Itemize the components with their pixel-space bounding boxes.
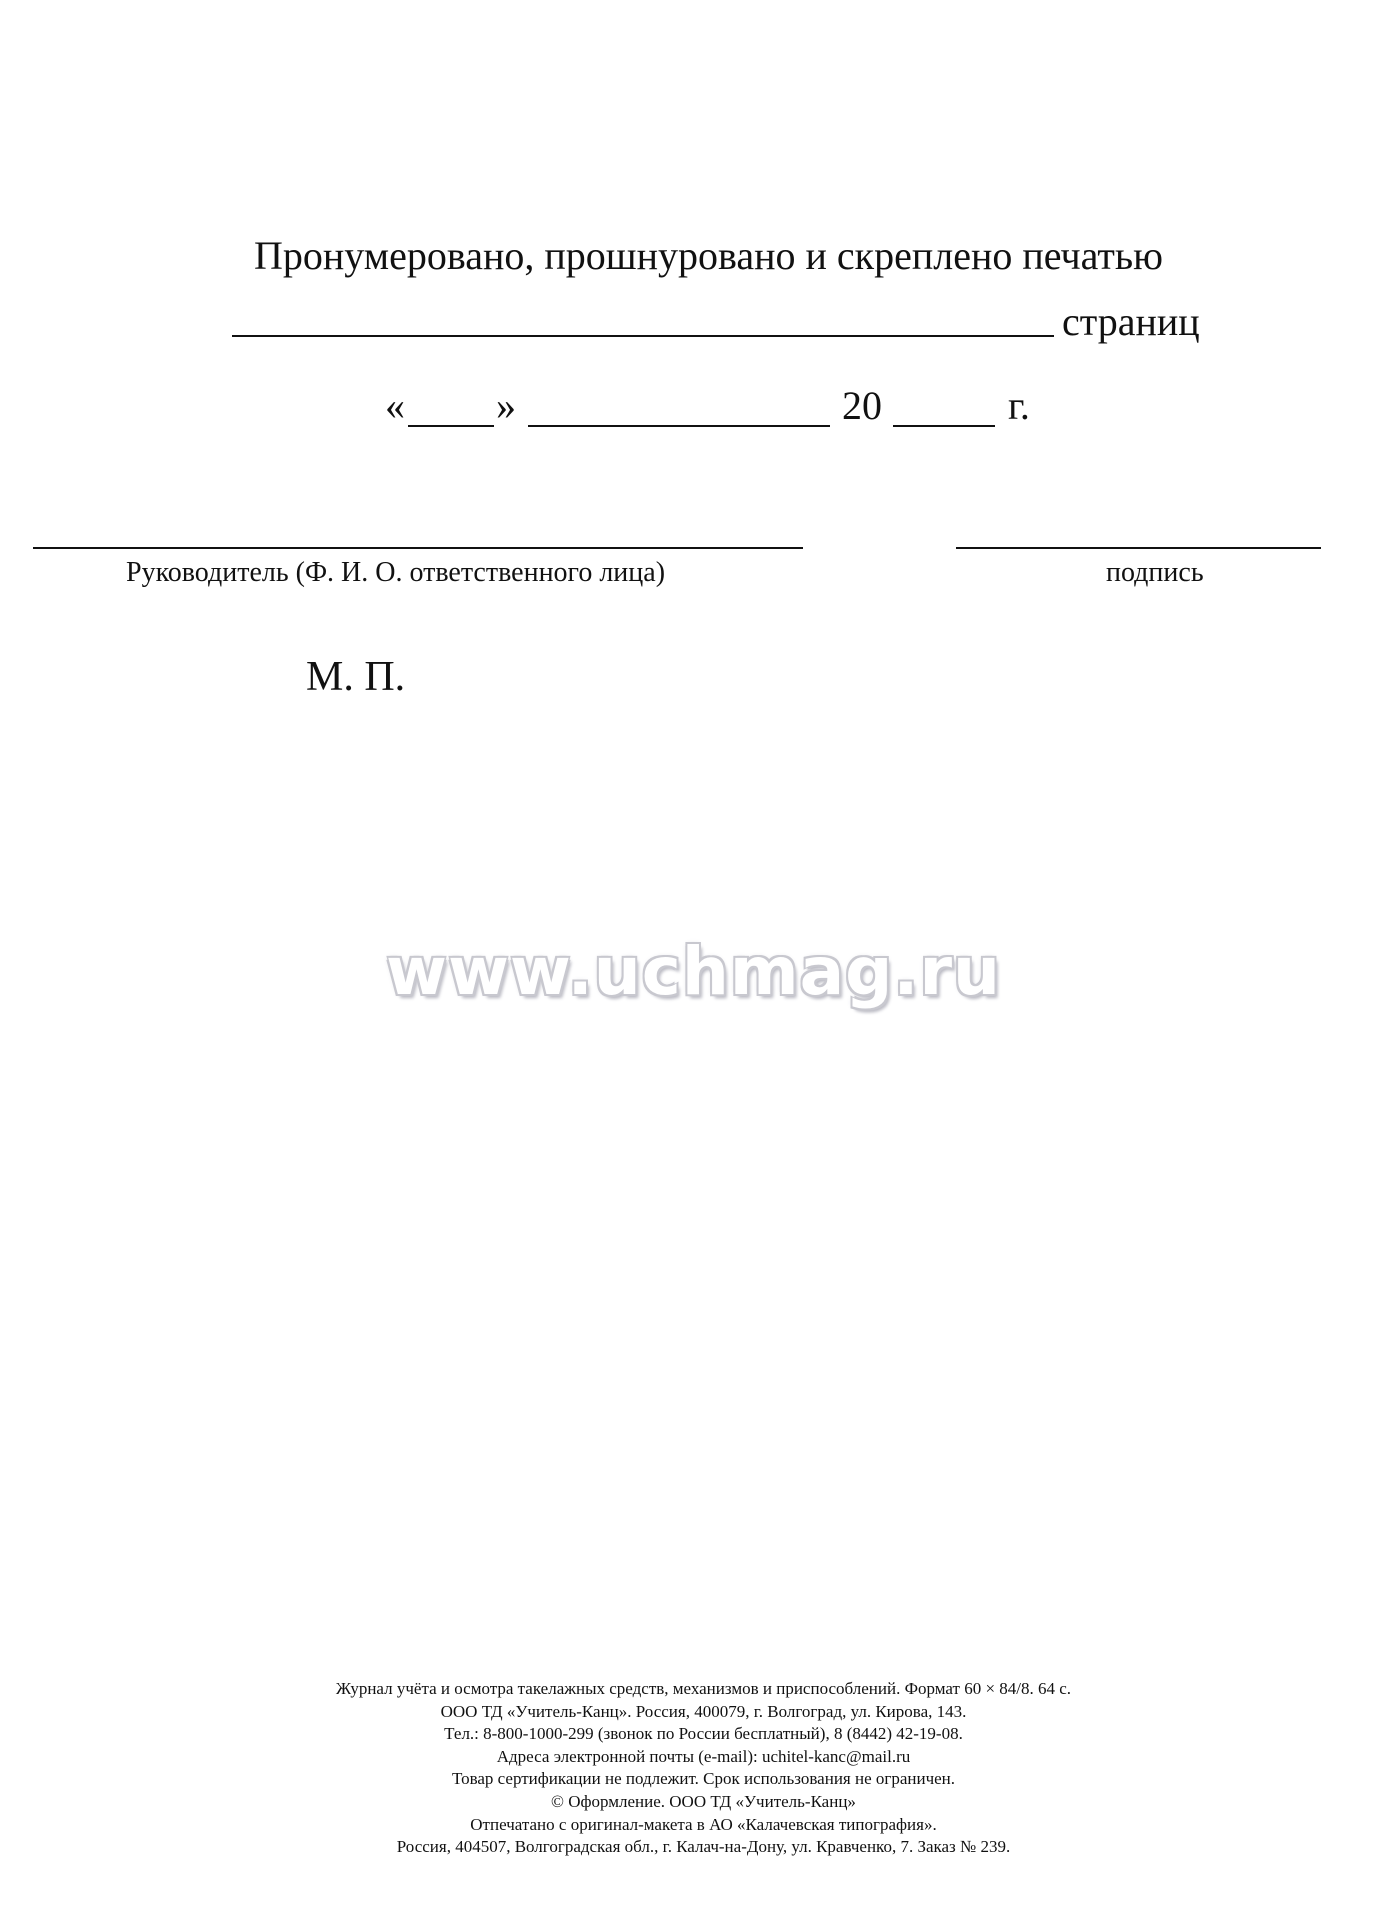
publisher-imprint [7, 1678, 1393, 1859]
watermark: www.uchmag.ru [385, 933, 1002, 1010]
pages-label: страниц [1062, 299, 1200, 344]
month-blank [528, 425, 830, 427]
head-name-blank [33, 547, 803, 549]
year-prefix: 20 [842, 383, 882, 428]
head-name-caption: Руководитель (Ф. И. О. ответственного лица) [126, 557, 666, 588]
certification-heading: Пронумеровано, прошнуровано и скреплено печатью [254, 233, 1163, 278]
signature-caption: подпись [1106, 557, 1204, 588]
page-count-blank [232, 335, 1054, 337]
imprint-line: Адреса электронной почты (e-mail): uchitel-kanc@mail.ru [496, 1746, 911, 1766]
imprint-line: Журнал учёта и осмотра такелажных средств, механизмов и приспособлений. Формат 60 × 84/8. 64 с. [335, 1679, 1072, 1698]
day-blank [408, 425, 494, 427]
imprint-line: Товар сертификации не подлежит. Срок использования не ограничен. [451, 1769, 956, 1789]
year-suffix: г. [1008, 383, 1030, 428]
imprint-line: Тел.: 8-800-1000-299 (звонок по России бесплатный), 8 (8442) 42-19-08. [444, 1724, 963, 1744]
stamp-place-label: М. П. [306, 654, 406, 700]
year-blank [893, 425, 995, 427]
imprint-line: Отпечатано с оригинал-макета в АО «Калачевская типография». [470, 1814, 937, 1834]
imprint-line: © Оформление. ООО ТД «Учитель-Канц» [551, 1791, 856, 1811]
day-quote-open: « [385, 383, 405, 428]
imprint-line: Россия, 404507, Волгоградская обл., г. Калач-на-Дону, ул. Кравченко, 7. Заказ № 239. [396, 1837, 1011, 1857]
day-quote-close: » [496, 383, 516, 428]
imprint-line: ООО ТД «Учитель-Канц». Россия, 400079, г. Волгоград, ул. Кирова, 143. [440, 1701, 967, 1721]
signature-blank [956, 547, 1321, 549]
